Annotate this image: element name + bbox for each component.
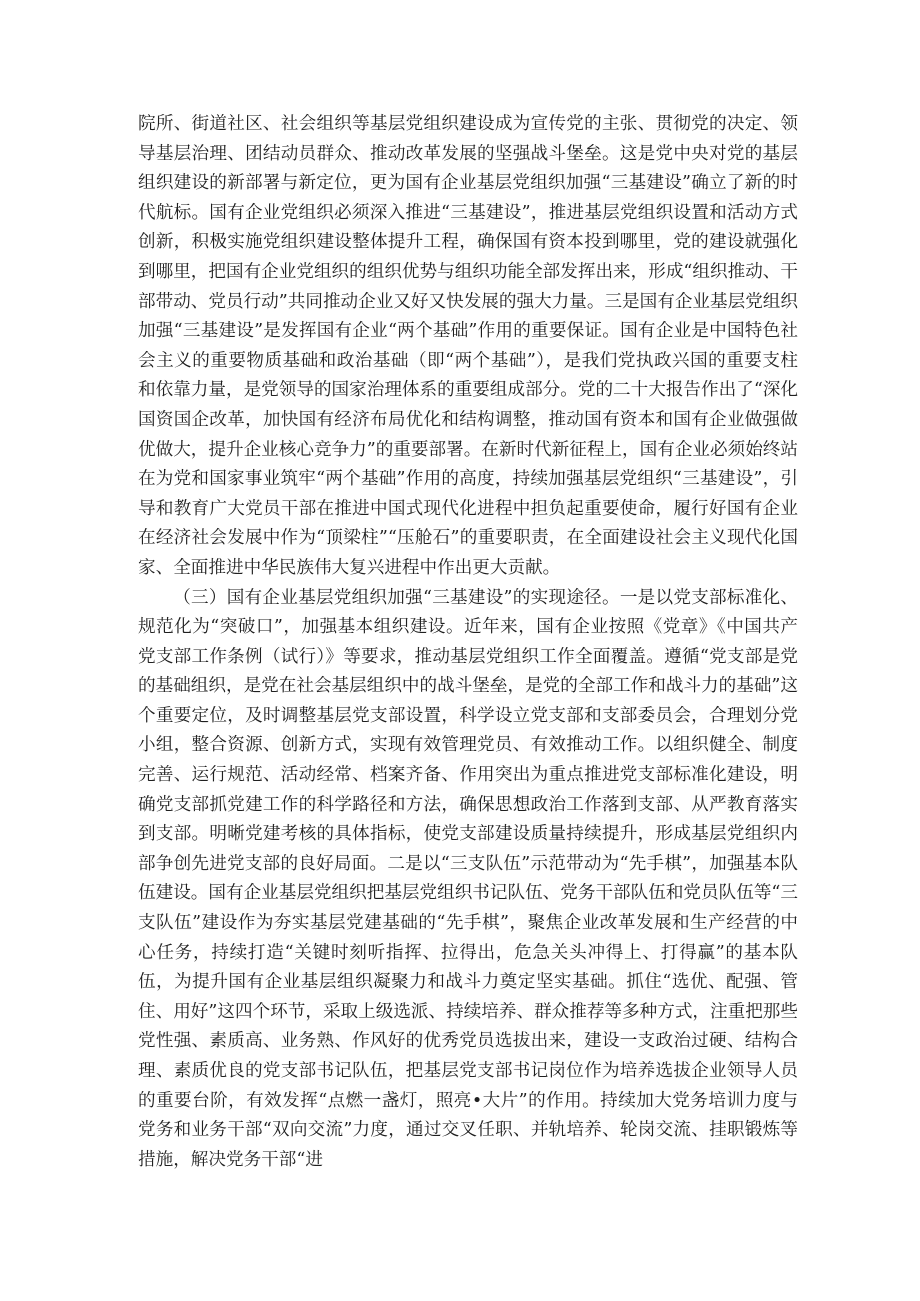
- document-page: [138, 110, 798, 1175]
- body-paragraph-1: 院所、街道社区、社会组织等基层党组织建设成为宣传党的主张、贯彻党的决定、领导基层治理、团结动员群众、推动改革发展的坚强战斗堡垒。这是党中央对党的基层组织建设的新部署与新定位，更为国有企业基层党组织加强“三基建设”确立了新的时代航标。国有企业党组织必须深入推进“三基建设”，推进基层党组织设置和活动方式创新，积极实施党组织建设整体提升工程，确保国有资本投到哪里，党的建设就强化到哪里，把国有企业党组织的组织优势与组织功能全部发挥出来，形成“组织推动、干部带动、党员行动”共同推动企业又好又快发展的强大力量。三是国有企业基层党组织加强“三基建设”是发挥国有企业“两个基础”作用的重要保证。国有企业是中国特色社会主义的重要物质基础和政治基础（即“两个基础”），是我们党执政兴国的重要支柱和依靠力量，是党领导的国家治理体系的重要组成部分。党的二十大报告作出了“深化国资国企改革，加快国有经济布局优化和结构调整，推动国有资本和国有企业做强做优做大，提升企业核心竞争力”的重要部署。在新时代新征程上，国有企业必须始终站在为党和国家事业筑牢“两个基础”作用的高度，持续加强基层党组织“三基建设”，引导和教育广大党员干部在推进中国式现代化进程中担负起重要使命，履行好国有企业在经济社会发展中作为“顶梁柱”“压舱石”的重要职责，在全面建设社会主义现代化国家、全面推进中华民族伟大复兴进程中作出更大贡献。: [138, 114, 798, 578]
- body-paragraph-2: （三）国有企业基层党组织加强“三基建设”的实现途径。一是以党支部标准化、规范化为“突破口”，加强基本组织建设。近年来，国有企业按照《党章》《中国共产党支部工作条例（试行）》等要求，推动基层党组织工作全面覆盖。遵循“党支部是党的基础组织，是党在社会基层组织中的战斗堡垒，是党的全部工作和战斗力的基础”这个重要定位，及时调整基层党支部设置，科学设立党支部和支部委员会，合理划分党小组，整合资源、创新方式，实现有效管理党员、有效推动工作。以组织健全、制度完善、运行规范、活动经常、档案齐备、作用突出为重点推进党支部标准化建设，明确党支部抓党建工作的科学路径和方法，确保思想政治工作落到支部、从严教育落实到支部。明晰党建考核的具体指标，使党支部建设质量持续提升，形成基层党组织内部争创先进党支部的良好局面。二是以“三支队伍”示范带动为“先手棋”，加强基本队伍建设。国有企业基层党组织把基层党组织书记队伍、党务干部队伍和党员队伍等“三支队伍”建设作为夯实基层党建基础的“先手棋”，聚焦企业改革发展和生产经营的中心任务，持续打造“关键时刻听指挥、拉得出，危急关头冲得上、打得赢”的基本队伍，为提升国有企业基层组织凝聚力和战斗力奠定坚实基础。抓住“选优、配强、管住、用好”这四个环节，采取上级选派、持续培养、群众推荐等多种方式，注重把那些党性强、素质高、业务熟、作风好的优秀党员选拔出来，建设一支政治过硬、结构合理、素质优良的党支部书记队伍，把基层党支部书记岗位作为培养选拔企业领导人员的重要台阶，有效发挥“点燃一盏灯，照亮•大片”的作用。持续加大党务培训力度与党务和业务干部“双向交流”力度，通过交叉任职、并轨培养、轮岗交流、挂职锻炼等措施，解决党务干部“进: [138, 587, 798, 1170]
